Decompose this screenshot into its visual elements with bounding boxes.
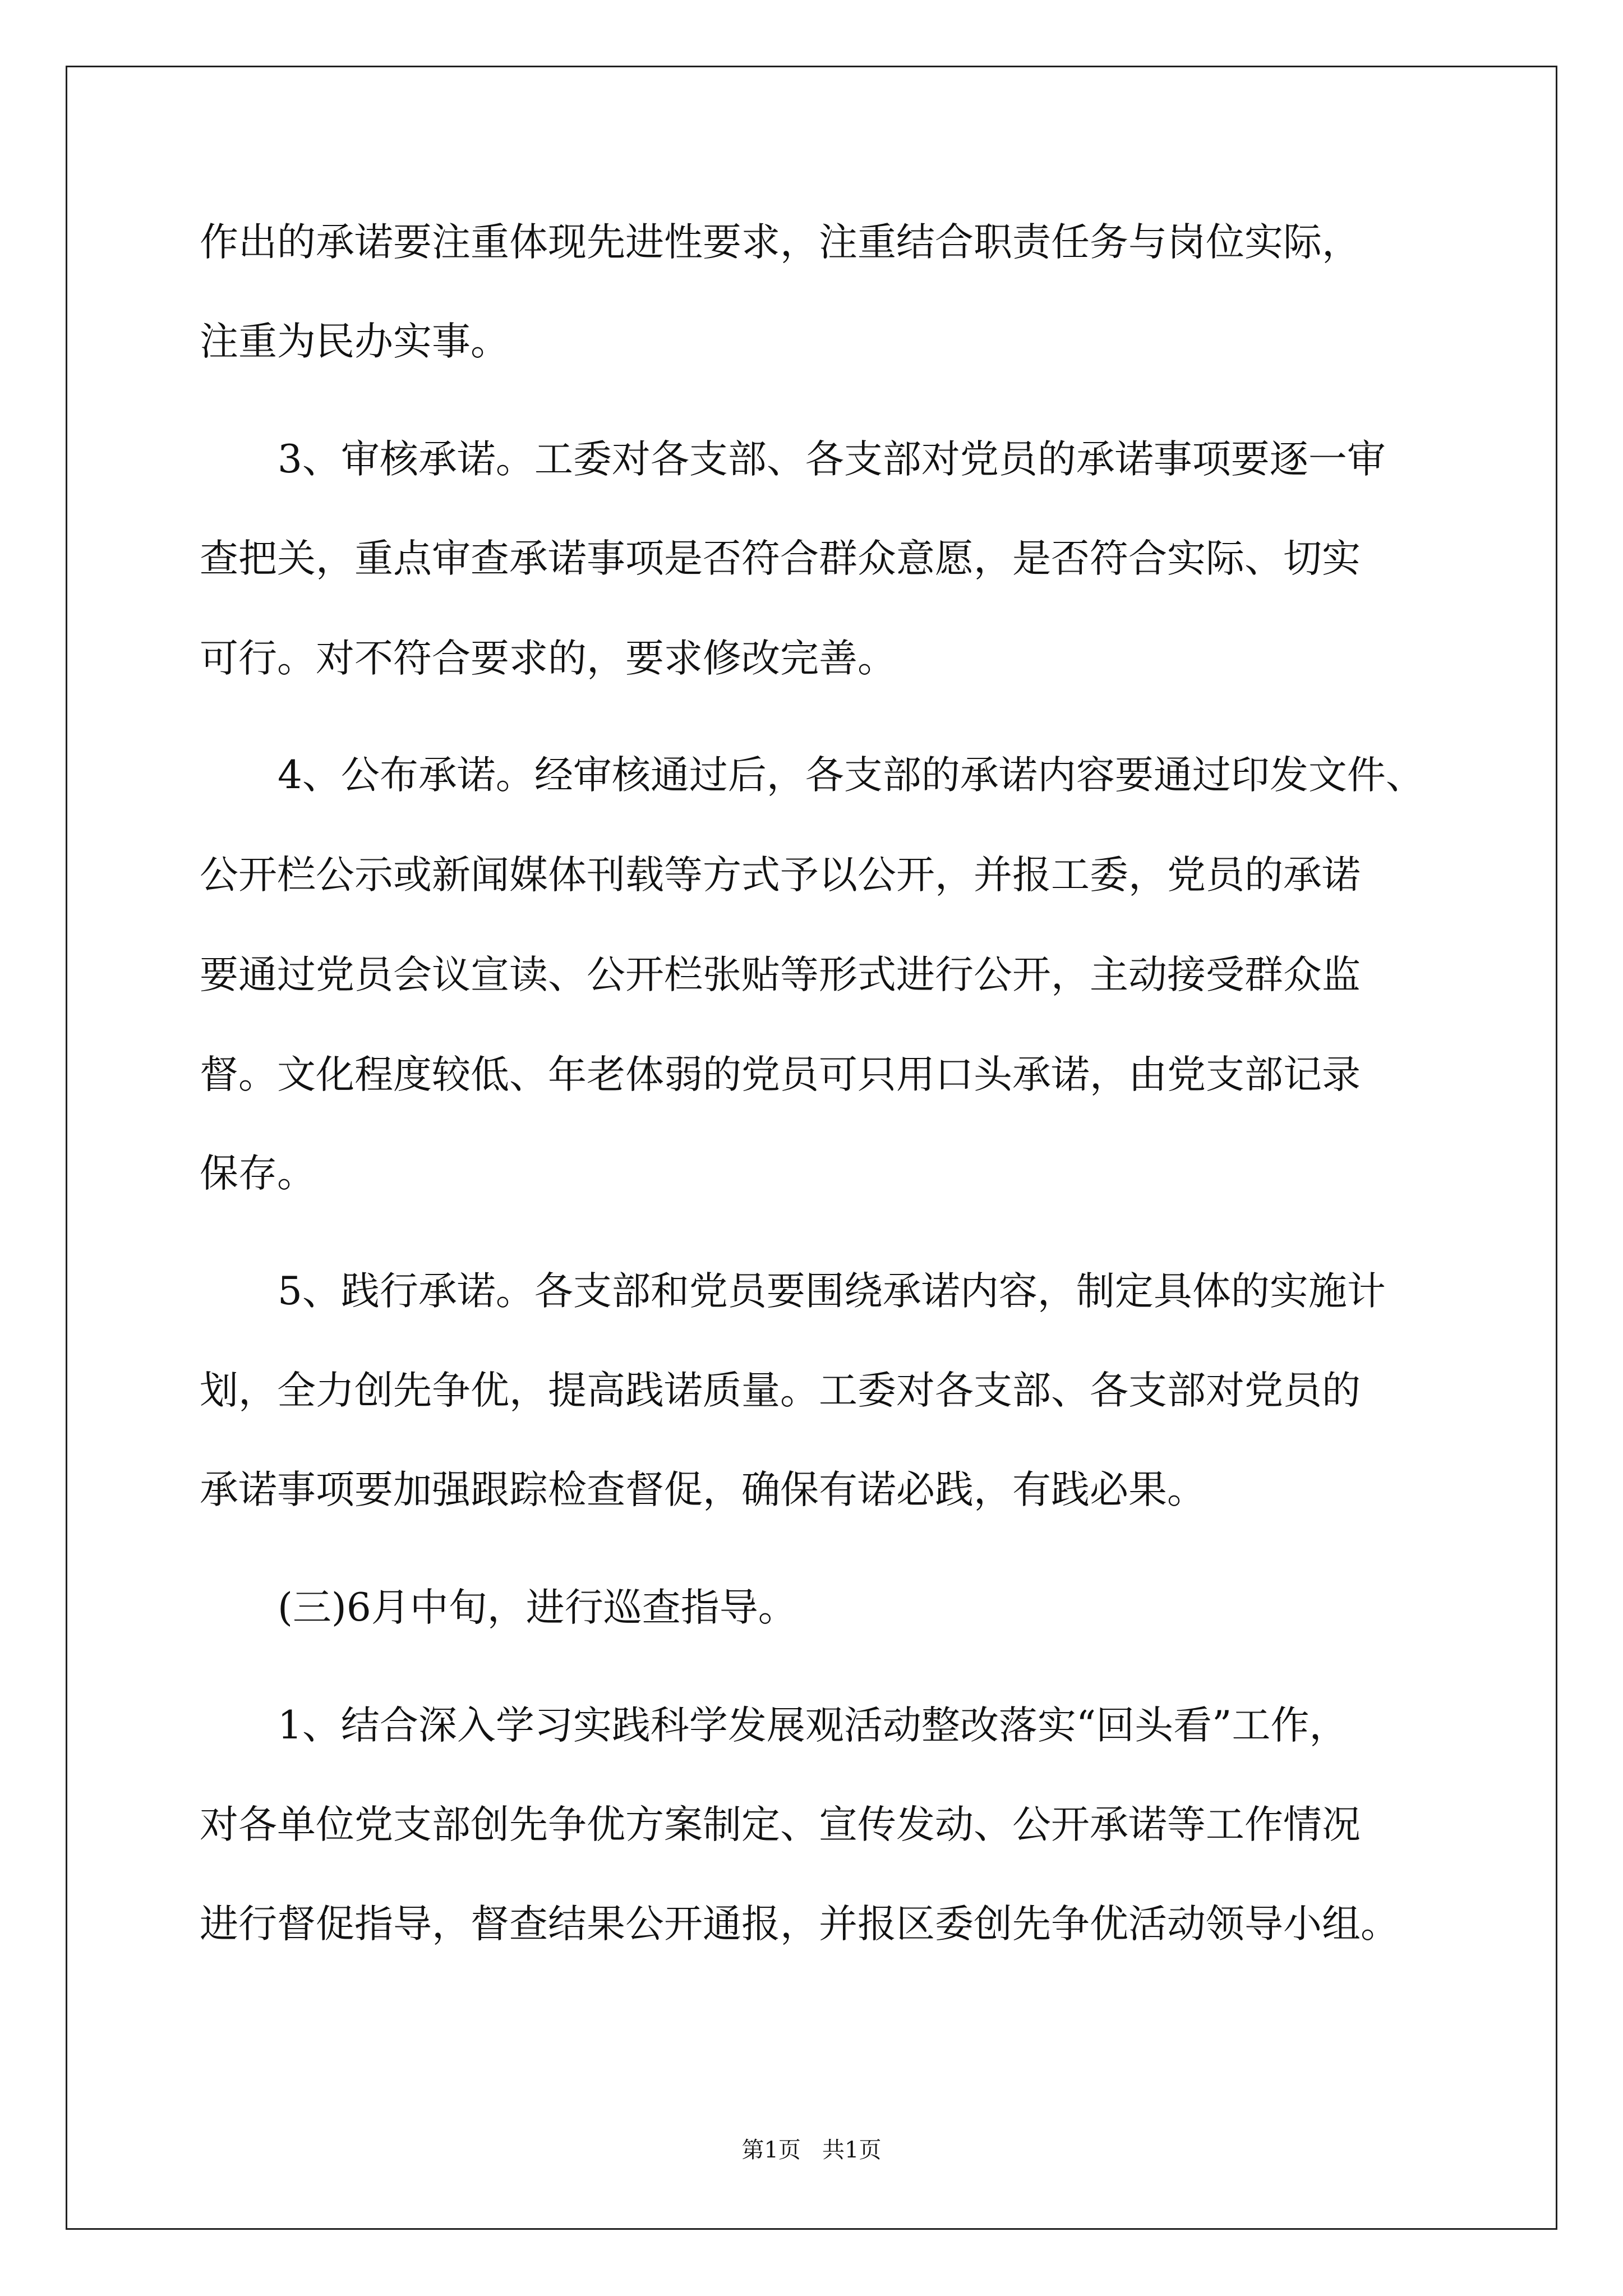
text-line: 5、践行承诺。各支部和党员要围绕承诺内容，制定具体的实施计: [278, 1269, 1386, 1314]
page-footer: 第1页 共1页: [741, 2137, 882, 2163]
text-line: 保存。: [200, 1151, 316, 1196]
document-body: [200, 0, 1433, 2076]
text-line: 查把关，重点审查承诺事项是否符合群众意愿，是否符合实际、切实: [200, 536, 1361, 581]
section-heading: (三)6月中旬，进行巡查指导。: [278, 1585, 797, 1630]
text-line: 进行督促指导，督查结果公开通报，并报区委创先争优活动领导小组。: [200, 1902, 1399, 1947]
text-line: 1、结合深入学习实践科学发展观活动整改落实“回头看”工作，: [278, 1703, 1348, 1748]
text-line: 可行。对不符合要求的，要求修改完善。: [200, 636, 896, 681]
text-line: 作出的承诺要注重体现先进性要求，注重结合职责任务与岗位实际，: [200, 220, 1361, 265]
text-line: 对各单位党支部创先争优方案制定、宣传发动、公开承诺等工作情况: [200, 1802, 1361, 1847]
text-line: 3、审核承诺。工委对各支部、各支部对党员的承诺事项要逐一审: [278, 437, 1386, 482]
text-line: 督。文化程度较低、年老体弱的党员可只用口头承诺，由党支部记录: [200, 1052, 1361, 1097]
text-line: 注重为民办实事。: [200, 319, 509, 364]
text-line: 要通过党员会议宣读、公开栏张贴等形式进行公开，主动接受群众监: [200, 953, 1361, 997]
text-line: 公开栏公示或新闻媒体刊载等方式予以公开，并报工委，党员的承诺: [200, 853, 1361, 898]
text-line: 承诺事项要加强跟踪检查督促，确保有诺必践，有践必果。: [200, 1467, 1206, 1512]
text-line: 划，全力创先争优，提高践诺质量。工委对各支部、各支部对党员的: [200, 1368, 1361, 1413]
text-line: 4、公布承诺。经审核通过后，各支部的承诺内容要通过印发文件、: [278, 753, 1424, 798]
